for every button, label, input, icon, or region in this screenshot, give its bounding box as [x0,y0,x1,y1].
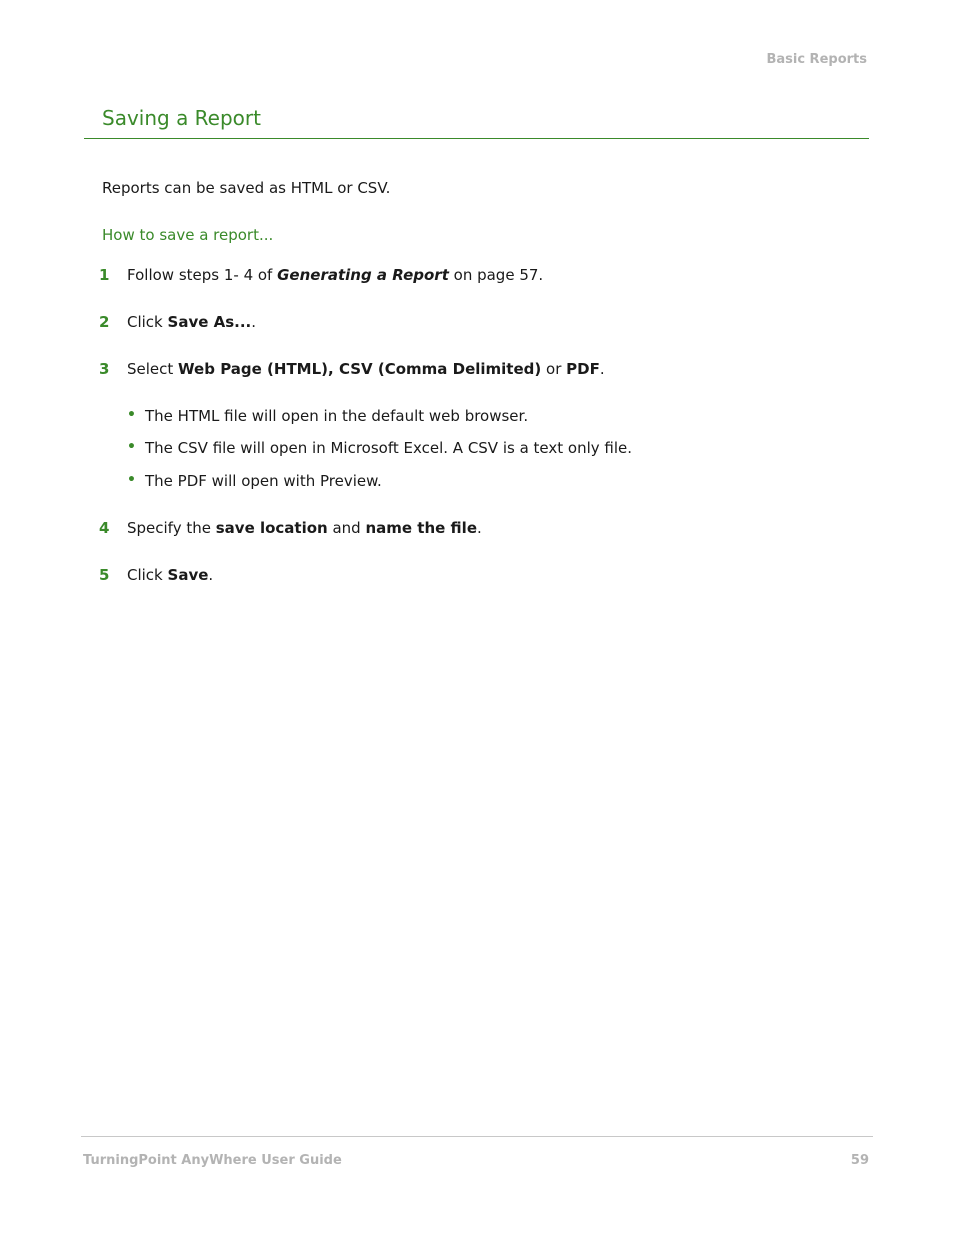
footer-divider [81,1136,873,1137]
step-text: Click Save As.... [127,313,257,331]
title-divider [84,138,869,139]
step-text: Select Web Page (HTML), CSV (Comma Delimited) or PDF. [127,360,605,378]
step-text: Follow steps 1- 4 of Generating a Report on page 57. [127,266,544,284]
cross-reference: Generating a Report [277,266,449,284]
step-4 [99,519,482,537]
running-head: Basic Reports [766,52,867,67]
page-number: 59 [850,1153,869,1168]
step-text: Specify the save location and name the file. [127,519,482,537]
bullet-icon: • [127,407,136,423]
bullet-icon: • [127,439,136,455]
step-number: 4 [99,519,110,537]
bullet-icon: • [127,472,136,488]
step-5 [99,566,213,584]
step-number: 2 [99,313,110,331]
step-number: 1 [99,266,110,284]
step-text: Click Save. [127,566,214,584]
step-3 [99,360,605,378]
step-2 [99,313,256,331]
bullet-item [127,472,382,490]
footer-title: TurningPoint AnyWhere User Guide [83,1153,342,1168]
howto-heading: How to save a report... [102,226,274,244]
bullet-text: The HTML file will open in the default web browser. [145,407,529,425]
bullet-text: The CSV file will open in Microsoft Excel. A CSV is a text only file. [145,439,633,457]
section-title: Saving a Report [102,106,261,130]
step-number: 5 [99,566,110,584]
step-number: 3 [99,360,110,378]
intro-text: Reports can be saved as HTML or CSV. [102,179,391,197]
bullet-item [127,439,632,457]
bullet-text: The PDF will open with Preview. [145,472,382,490]
bullet-item [127,407,528,425]
step-1 [99,266,543,284]
